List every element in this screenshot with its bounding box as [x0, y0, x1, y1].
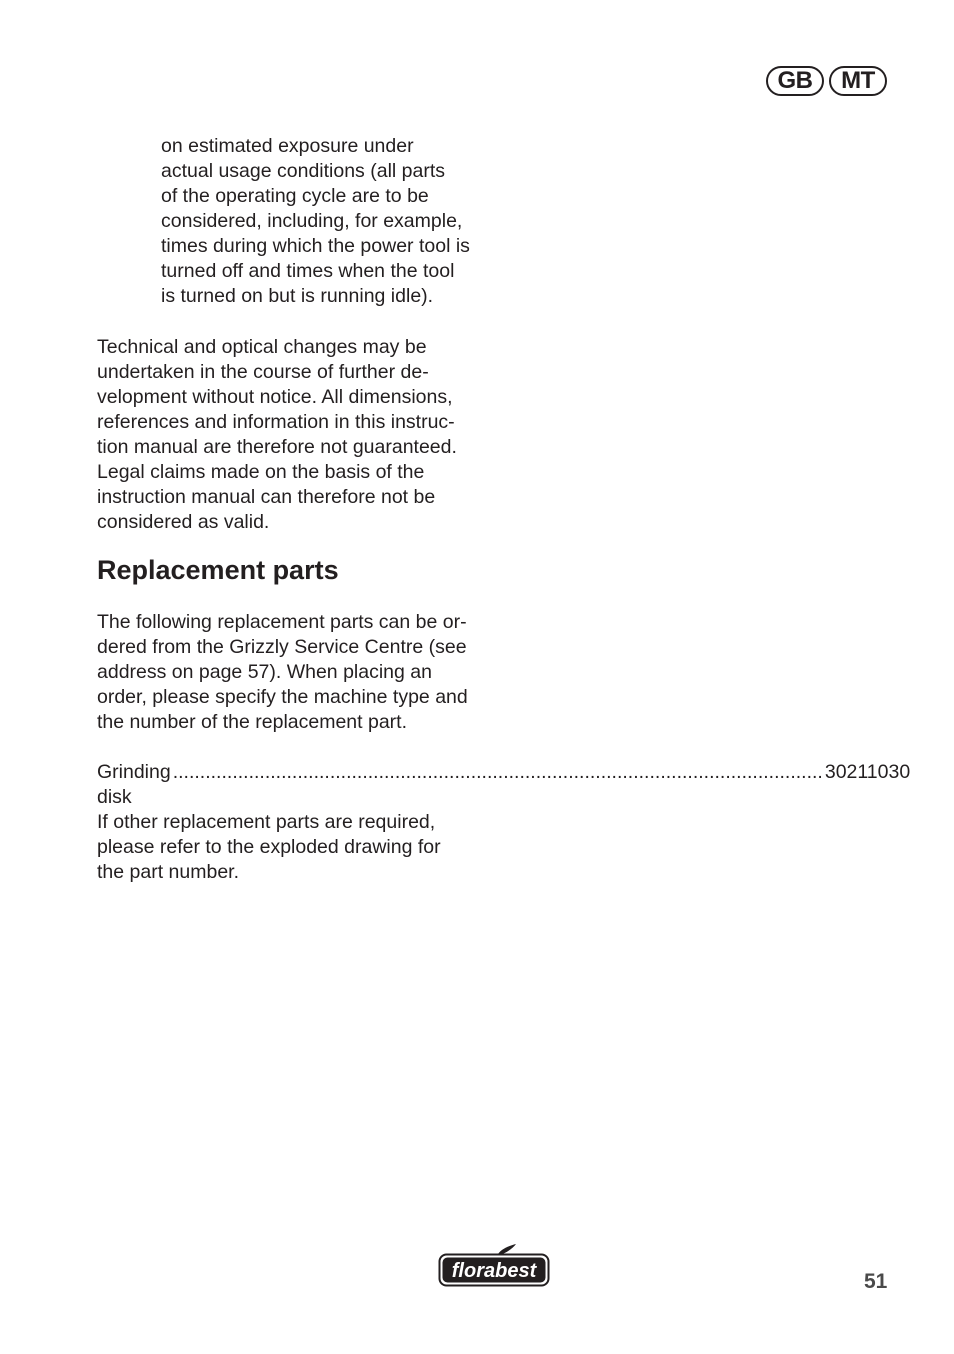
text-line: is turned on but is running idle).	[161, 285, 434, 307]
part-number: 30211030	[824, 761, 911, 783]
text-line: Technical and optical changes may be	[97, 336, 427, 358]
part-name: Grinding disk	[97, 761, 171, 808]
text-line: tion manual are therefore not guaranteed.	[97, 436, 457, 458]
text-line: on estimated exposure under	[161, 135, 414, 157]
text-line: instruction manual can therefore not be	[97, 486, 436, 508]
indented-paragraph	[161, 134, 470, 309]
text-line: of the operating cycle are to be	[161, 185, 429, 207]
part-list-item	[97, 760, 911, 810]
text-line: references and information in this instruc-	[97, 411, 455, 433]
text-line: turned off and times when the tool	[161, 260, 455, 282]
page-number: 51	[864, 1270, 888, 1293]
text-line: order, please specify the machine type and	[97, 686, 468, 708]
text-line: If other replacement parts are required,	[97, 811, 436, 833]
section-heading-replacement-parts: Replacement parts	[97, 555, 339, 585]
replacement-outro-paragraph	[97, 810, 441, 885]
text-line: considered as valid.	[97, 511, 270, 533]
text-line: undertaken in the course of further de-	[97, 361, 429, 383]
language-badge-mt: MT	[829, 66, 887, 96]
logo-text: florabest	[451, 1260, 537, 1282]
text-line: considered, including, for example,	[161, 210, 463, 232]
replacement-intro-paragraph	[97, 610, 468, 735]
florabest-logo	[438, 1244, 550, 1288]
text-line: velopment without notice. All dimensions,	[97, 386, 453, 408]
text-line: please refer to the exploded drawing for	[97, 836, 441, 858]
text-line: the part number.	[97, 861, 240, 883]
text-line: The following replacement parts can be or-	[97, 611, 467, 633]
text-line: address on page 57). When placing an	[97, 661, 432, 683]
text-line: actual usage conditions (all parts	[161, 160, 445, 182]
text-line: Legal claims made on the basis of the	[97, 461, 425, 483]
text-line: the number of the replacement part.	[97, 711, 408, 733]
technical-changes-paragraph	[97, 335, 457, 535]
text-line: times during which the power tool is	[161, 235, 470, 257]
language-badge-gb: GB	[766, 66, 824, 96]
text-line: dered from the Grizzly Service Centre (see	[97, 636, 467, 658]
language-badges	[766, 66, 887, 96]
dot-leader: ........................................................................................................................	[172, 761, 823, 783]
